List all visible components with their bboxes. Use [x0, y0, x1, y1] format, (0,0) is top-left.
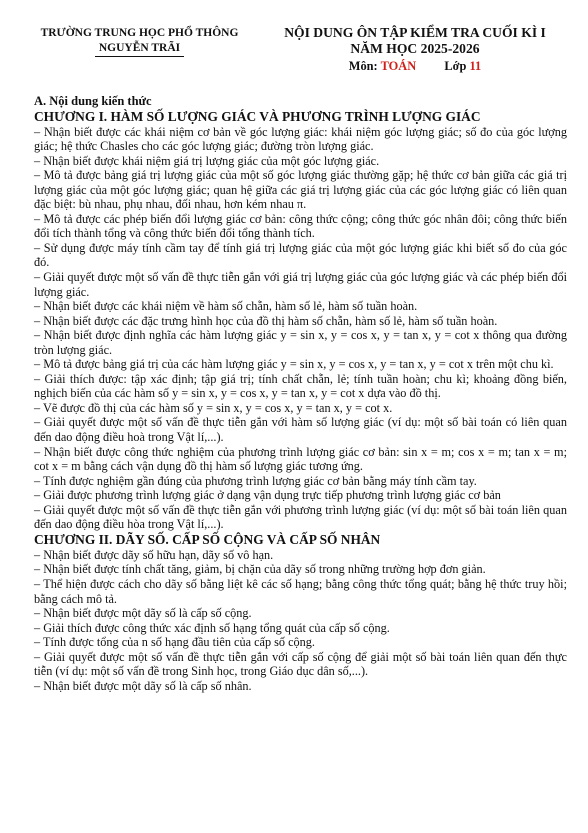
- list-item: – Tính được nghiệm gần đúng của phương trình lượng giác cơ bản bằng máy tính cầm tay.: [34, 473, 477, 488]
- list-item: – Nhận biết được các khái niệm cơ bản về góc lượng giác: khái niệm góc lượng giác; số đo của góc lượng giác; hệ thức Chasles cho các góc lượng giác; đường tròn lượng giác.: [34, 124, 567, 154]
- subject-line: [255, 58, 575, 74]
- chapter1-list: [34, 125, 567, 532]
- document-title-block: [255, 25, 575, 74]
- list-item: – Giải quyết được một số vấn đề thực tiễn gắn với giá trị lượng giác của góc lượng giác và các phép biến đổi lượng giác.: [34, 270, 567, 299]
- list-item: – Nhận biết được khái niệm giá trị lượng giác của một góc lượng giác.: [34, 153, 380, 168]
- list-item: – Nhận biết được một dãy số là cấp số cộng.: [34, 606, 252, 621]
- list-item: – Vẽ được đồ thị của các hàm số y = sin x, y = cos x, y = tan x, y = cot x.: [34, 400, 393, 415]
- list-item: – Mô tả được bảng giá trị lượng giác của một số góc lượng giác thường gặp; hệ thức cơ bản giữa các giá trị lượng giác của một góc lượng giác; quan hệ giữa các giá trị lượng giác của các góc lượng giác có liên quan đặc biệt: bù nhau, phụ nhau, đối nhau, hơn kém nhau π.: [34, 168, 567, 212]
- list-item: – Sử dụng được máy tính cầm tay để tính giá trị lượng giác của một góc lượng giác khi biết số đo của góc đó.: [34, 240, 567, 270]
- school-header: [22, 26, 257, 57]
- document-body: [34, 94, 567, 693]
- list-item: – Nhận biết được tính chất tăng, giảm, bị chặn của dãy số trong những trường hợp đơn giản.: [34, 562, 486, 577]
- list-item: – Nhận biết được công thức nghiệm của phương trình lượng giác cơ bản: sin x = m; cos x = m; tan x = m; cot x = m bằng cách vận dụng đồ thị hàm số lượng giác tương ứng.: [34, 444, 567, 474]
- list-item: – Tính được tổng của n số hạng đầu tiên của cấp số cộng.: [34, 635, 315, 650]
- list-item: – Nhận biết được các khái niệm về hàm số chẵn, hàm số lẻ, hàm số tuần hoàn.: [34, 299, 418, 314]
- list-item: – Nhận biết được dãy số hữu hạn, dãy số vô hạn.: [34, 547, 274, 562]
- list-item: – Giải thích được công thức xác định số hạng tổng quát của cấp số cộng.: [34, 620, 390, 635]
- school-name-line2: NGUYỄN TRÃI: [95, 41, 184, 57]
- grade-label: Lớp: [444, 59, 467, 73]
- section-a-heading: A. Nội dung kiến thức: [34, 94, 152, 108]
- list-item: – Thể hiện được cách cho dãy số bằng liệt kê các số hạng; bằng công thức tổng quát; bằng hệ thức truy hồi; bằng cách mô tả.: [34, 576, 567, 606]
- list-item: – Nhận biết được các đặc trưng hình học của đồ thị hàm số chẵn, hàm số lẻ, hàm số tuần hoàn.: [34, 313, 498, 328]
- chapter2-title: CHƯƠNG II. DÃY SỐ. CẤP SỐ CỘNG VÀ CẤP SỐ NHÂN: [34, 531, 381, 547]
- subject-label: Môn:: [348, 59, 378, 73]
- list-item: – Giải được phương trình lượng giác ở dạng vận dụng trực tiếp phương trình lượng giác cơ bản: [34, 488, 501, 503]
- list-item: – Giải quyết được một số vấn đề thực tiễn gắn với hàm số lượng giác (ví dụ: một số bài toán có liên quan đến dao động điều hoà trong Vật lí,...).: [34, 415, 567, 445]
- list-item: – Nhận biết được định nghĩa các hàm lượng giác y = sin x, y = cos x, y = tan x, y = cot x thông qua đường tròn lượng giác.: [34, 328, 567, 357]
- list-item: – Giải quyết được một số vấn đề thực tiễn gắn với cấp số cộng để giải một số bài toán liên quan đến thực tiễn (ví dụ: một số vấn đề trong Sinh học, trong Giáo dục dân số,...).: [34, 649, 567, 679]
- school-year: NĂM HỌC 2025-2026: [350, 41, 480, 56]
- list-item: – Mô tả được các phép biến đổi lượng giác cơ bản: công thức cộng; công thức góc nhân đôi; công thức biến đổi tích thành tổng và công thức biến đổi tổng thành tích.: [34, 211, 567, 241]
- list-item: – Giải quyết được một số vấn đề thực tiễn gắn với phương trình lượng giác (ví dụ: một số bài toán liên quan đến dao động điều hòa trong Vật lí,...).: [34, 502, 567, 532]
- subject-value: TOÁN: [380, 59, 417, 73]
- list-item: – Mô tả được bảng giá trị của các hàm lượng giác y = sin x, y = cos x, y = tan x, y = cot x trên một chu kì.: [34, 357, 554, 372]
- document-title: NỘI DUNG ÔN TẬP KIỂM TRA CUỐI KÌ I: [284, 25, 546, 40]
- school-name-line1: TRƯỜNG TRUNG HỌC PHỔ THÔNG: [40, 27, 239, 39]
- chapter1-title: CHƯƠNG I. HÀM SỐ LƯỢNG GIÁC VÀ PHƯƠNG TRÌNH LƯỢNG GIÁC: [34, 108, 481, 124]
- chapter2-list: [34, 548, 567, 693]
- list-item: – Nhận biết được một dãy số là cấp số nhân.: [34, 678, 252, 693]
- grade-value: 11: [469, 59, 482, 73]
- list-item: – Giải thích được: tập xác định; tập giá trị; tính chất chẵn, lẻ; tính tuần hoàn; chu kì; khoảng đồng biến, nghịch biến của các hàm số y = sin x, y = cos x, y = tan x, y = cot x dựa vào đồ thị.: [34, 371, 567, 401]
